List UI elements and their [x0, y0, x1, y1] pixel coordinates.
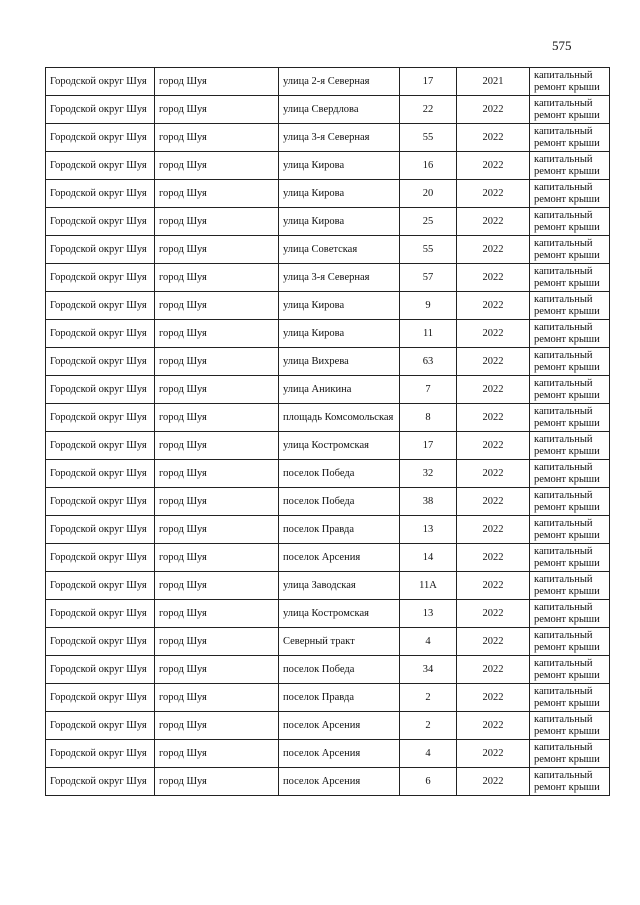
work-type-cell: капитальный ремонт крыши: [530, 96, 610, 124]
city-cell: город Шуя: [155, 264, 279, 292]
table-row: [46, 404, 610, 432]
work-type-cell: капитальный ремонт крыши: [530, 768, 610, 796]
city-cell: город Шуя: [155, 180, 279, 208]
table-row: [46, 68, 610, 96]
street-cell: поселок Победа: [279, 656, 400, 684]
city-cell: город Шуя: [155, 152, 279, 180]
street-cell: улица Кирова: [279, 152, 400, 180]
street-cell: поселок Арсения: [279, 768, 400, 796]
city-cell: город Шуя: [155, 432, 279, 460]
year-cell: 2022: [457, 320, 530, 348]
table-row: [46, 544, 610, 572]
year-cell: 2021: [457, 68, 530, 96]
table-row: [46, 292, 610, 320]
year-cell: 2022: [457, 572, 530, 600]
year-cell: 2022: [457, 460, 530, 488]
street-cell: Северный тракт: [279, 628, 400, 656]
street-cell: поселок Арсения: [279, 740, 400, 768]
okrug-cell: Городской округ Шуя: [46, 124, 155, 152]
table-row: [46, 768, 610, 796]
work-type-cell: капитальный ремонт крыши: [530, 404, 610, 432]
table-row: [46, 180, 610, 208]
year-cell: 2022: [457, 628, 530, 656]
table-row: [46, 628, 610, 656]
house-number-cell: 9: [400, 292, 457, 320]
table-row: [46, 96, 610, 124]
house-number-cell: 22: [400, 96, 457, 124]
okrug-cell: Городской округ Шуя: [46, 712, 155, 740]
house-number-cell: 34: [400, 656, 457, 684]
table-row: [46, 600, 610, 628]
year-cell: 2022: [457, 236, 530, 264]
street-cell: улица Вихрева: [279, 348, 400, 376]
city-cell: город Шуя: [155, 544, 279, 572]
year-cell: 2022: [457, 292, 530, 320]
work-type-cell: капитальный ремонт крыши: [530, 600, 610, 628]
table-row: [46, 236, 610, 264]
year-cell: 2022: [457, 96, 530, 124]
house-number-cell: 11А: [400, 572, 457, 600]
city-cell: город Шуя: [155, 68, 279, 96]
page-number: 575: [552, 38, 572, 53]
year-cell: 2022: [457, 124, 530, 152]
table-row: [46, 264, 610, 292]
house-number-cell: 4: [400, 740, 457, 768]
work-type-cell: капитальный ремонт крыши: [530, 152, 610, 180]
house-number-cell: 32: [400, 460, 457, 488]
street-cell: улица Заводская: [279, 572, 400, 600]
okrug-cell: Городской округ Шуя: [46, 404, 155, 432]
street-cell: улица 2-я Северная: [279, 68, 400, 96]
street-cell: поселок Арсения: [279, 712, 400, 740]
street-cell: улица Кирова: [279, 320, 400, 348]
work-type-cell: капитальный ремонт крыши: [530, 656, 610, 684]
year-cell: 2022: [457, 404, 530, 432]
house-number-cell: 7: [400, 376, 457, 404]
year-cell: 2022: [457, 180, 530, 208]
okrug-cell: Городской округ Шуя: [46, 460, 155, 488]
house-number-cell: 55: [400, 236, 457, 264]
table-row: [46, 152, 610, 180]
work-type-cell: капитальный ремонт крыши: [530, 124, 610, 152]
house-number-cell: 57: [400, 264, 457, 292]
house-number-cell: 16: [400, 152, 457, 180]
city-cell: город Шуя: [155, 516, 279, 544]
okrug-cell: Городской округ Шуя: [46, 236, 155, 264]
table-row: [46, 208, 610, 236]
okrug-cell: Городской округ Шуя: [46, 516, 155, 544]
table-row: [46, 460, 610, 488]
okrug-cell: Городской округ Шуя: [46, 768, 155, 796]
city-cell: город Шуя: [155, 628, 279, 656]
house-number-cell: 13: [400, 516, 457, 544]
okrug-cell: Городской округ Шуя: [46, 348, 155, 376]
work-type-cell: капитальный ремонт крыши: [530, 292, 610, 320]
year-cell: 2022: [457, 516, 530, 544]
city-cell: город Шуя: [155, 208, 279, 236]
city-cell: город Шуя: [155, 488, 279, 516]
okrug-cell: Городской округ Шуя: [46, 572, 155, 600]
house-number-cell: 8: [400, 404, 457, 432]
city-cell: город Шуя: [155, 768, 279, 796]
table-row: [46, 572, 610, 600]
street-cell: улица 3-я Северная: [279, 124, 400, 152]
city-cell: город Шуя: [155, 348, 279, 376]
work-type-cell: капитальный ремонт крыши: [530, 208, 610, 236]
work-type-cell: капитальный ремонт крыши: [530, 348, 610, 376]
year-cell: 2022: [457, 684, 530, 712]
year-cell: 2022: [457, 712, 530, 740]
work-type-cell: капитальный ремонт крыши: [530, 572, 610, 600]
table-row: [46, 740, 610, 768]
okrug-cell: Городской округ Шуя: [46, 264, 155, 292]
year-cell: 2022: [457, 264, 530, 292]
okrug-cell: Городской округ Шуя: [46, 152, 155, 180]
okrug-cell: Городской округ Шуя: [46, 544, 155, 572]
street-cell: улица Свердлова: [279, 96, 400, 124]
table-row: [46, 124, 610, 152]
okrug-cell: Городской округ Шуя: [46, 96, 155, 124]
house-number-cell: 25: [400, 208, 457, 236]
street-cell: поселок Победа: [279, 460, 400, 488]
house-number-cell: 13: [400, 600, 457, 628]
okrug-cell: Городской округ Шуя: [46, 432, 155, 460]
city-cell: город Шуя: [155, 712, 279, 740]
street-cell: поселок Правда: [279, 684, 400, 712]
okrug-cell: Городской округ Шуя: [46, 684, 155, 712]
year-cell: 2022: [457, 740, 530, 768]
city-cell: город Шуя: [155, 572, 279, 600]
okrug-cell: Городской округ Шуя: [46, 180, 155, 208]
year-cell: 2022: [457, 544, 530, 572]
year-cell: 2022: [457, 768, 530, 796]
city-cell: город Шуя: [155, 236, 279, 264]
okrug-cell: Городской округ Шуя: [46, 292, 155, 320]
house-number-cell: 6: [400, 768, 457, 796]
city-cell: город Шуя: [155, 320, 279, 348]
okrug-cell: Городской округ Шуя: [46, 628, 155, 656]
street-cell: поселок Правда: [279, 516, 400, 544]
house-number-cell: 2: [400, 684, 457, 712]
house-number-cell: 14: [400, 544, 457, 572]
okrug-cell: Городской округ Шуя: [46, 376, 155, 404]
city-cell: город Шуя: [155, 292, 279, 320]
work-type-cell: капитальный ремонт крыши: [530, 432, 610, 460]
work-type-cell: капитальный ремонт крыши: [530, 684, 610, 712]
work-type-cell: капитальный ремонт крыши: [530, 628, 610, 656]
table-row: [46, 516, 610, 544]
table-row: [46, 432, 610, 460]
street-cell: улица Аникина: [279, 376, 400, 404]
work-type-cell: капитальный ремонт крыши: [530, 712, 610, 740]
work-type-cell: капитальный ремонт крыши: [530, 264, 610, 292]
year-cell: 2022: [457, 208, 530, 236]
work-type-cell: капитальный ремонт крыши: [530, 376, 610, 404]
year-cell: 2022: [457, 152, 530, 180]
okrug-cell: Городской округ Шуя: [46, 488, 155, 516]
table-row: [46, 684, 610, 712]
work-type-cell: капитальный ремонт крыши: [530, 740, 610, 768]
house-number-cell: 55: [400, 124, 457, 152]
city-cell: город Шуя: [155, 684, 279, 712]
house-number-cell: 20: [400, 180, 457, 208]
table-row: [46, 656, 610, 684]
house-number-cell: 38: [400, 488, 457, 516]
work-type-cell: капитальный ремонт крыши: [530, 320, 610, 348]
street-cell: улица Кирова: [279, 180, 400, 208]
city-cell: город Шуя: [155, 124, 279, 152]
table-row: [46, 488, 610, 516]
work-type-cell: капитальный ремонт крыши: [530, 488, 610, 516]
house-number-cell: 63: [400, 348, 457, 376]
year-cell: 2022: [457, 600, 530, 628]
table-row: [46, 376, 610, 404]
street-cell: улица Костромская: [279, 600, 400, 628]
year-cell: 2022: [457, 488, 530, 516]
table-row: [46, 348, 610, 376]
year-cell: 2022: [457, 376, 530, 404]
street-cell: площадь Комсомольская: [279, 404, 400, 432]
work-type-cell: капитальный ремонт крыши: [530, 68, 610, 96]
okrug-cell: Городской округ Шуя: [46, 208, 155, 236]
okrug-cell: Городской округ Шуя: [46, 600, 155, 628]
city-cell: город Шуя: [155, 656, 279, 684]
city-cell: город Шуя: [155, 600, 279, 628]
city-cell: город Шуя: [155, 404, 279, 432]
year-cell: 2022: [457, 348, 530, 376]
okrug-cell: Городской округ Шуя: [46, 740, 155, 768]
house-number-cell: 11: [400, 320, 457, 348]
city-cell: город Шуя: [155, 740, 279, 768]
house-number-cell: 17: [400, 432, 457, 460]
okrug-cell: Городской округ Шуя: [46, 320, 155, 348]
street-cell: улица Кирова: [279, 208, 400, 236]
work-type-cell: капитальный ремонт крыши: [530, 180, 610, 208]
okrug-cell: Городской округ Шуя: [46, 656, 155, 684]
street-cell: поселок Арсения: [279, 544, 400, 572]
street-cell: улица Советская: [279, 236, 400, 264]
city-cell: город Шуя: [155, 376, 279, 404]
year-cell: 2022: [457, 656, 530, 684]
street-cell: улица 3-я Северная: [279, 264, 400, 292]
work-type-cell: капитальный ремонт крыши: [530, 544, 610, 572]
repair-registry-table: [45, 67, 610, 796]
okrug-cell: Городской округ Шуя: [46, 68, 155, 96]
house-number-cell: 4: [400, 628, 457, 656]
table-body: [46, 68, 610, 796]
street-cell: улица Костромская: [279, 432, 400, 460]
work-type-cell: капитальный ремонт крыши: [530, 236, 610, 264]
city-cell: город Шуя: [155, 460, 279, 488]
table-row: [46, 712, 610, 740]
work-type-cell: капитальный ремонт крыши: [530, 460, 610, 488]
street-cell: улица Кирова: [279, 292, 400, 320]
house-number-cell: 17: [400, 68, 457, 96]
table-row: [46, 320, 610, 348]
work-type-cell: капитальный ремонт крыши: [530, 516, 610, 544]
house-number-cell: 2: [400, 712, 457, 740]
year-cell: 2022: [457, 432, 530, 460]
city-cell: город Шуя: [155, 96, 279, 124]
street-cell: поселок Победа: [279, 488, 400, 516]
